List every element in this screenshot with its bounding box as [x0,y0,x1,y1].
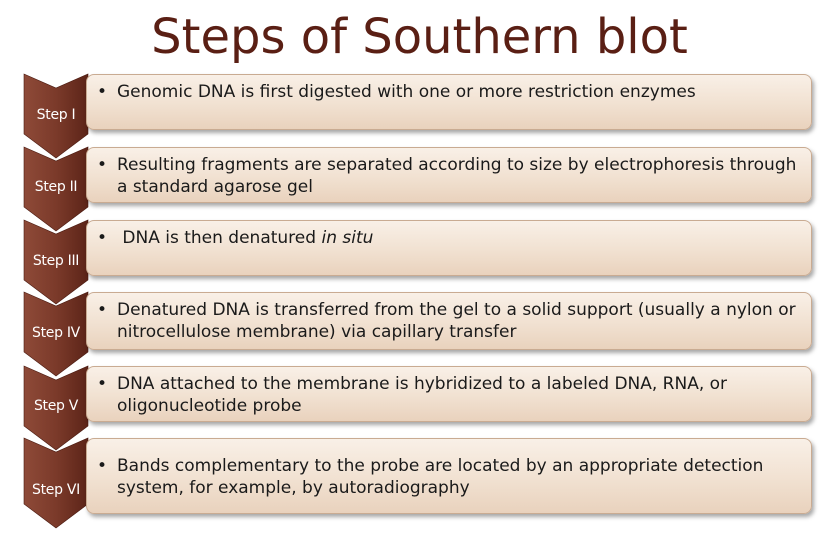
step-text: Bands complementary to the probe are located by an appropriate detection system, for example, by autoradiography [117,456,764,498]
list-item [97,445,801,499]
bullet-icon: • [97,456,108,476]
step-box-4 [86,292,812,350]
bullet-icon: • [97,374,108,394]
step-text: Denatured DNA is transferred from the gel to a solid support (usually a nylon or nitrocellulose membrane) via capillary transfer [117,300,796,342]
step-box-3 [86,220,812,276]
step-label: Step II [34,179,78,195]
bullet-icon: • [97,228,108,248]
step-chevron-4 [24,292,88,376]
bullet-icon: • [97,300,108,320]
step-label: Step V [33,398,79,414]
list-item [97,154,801,198]
step-chevron-6 [24,438,88,528]
step-text-italic: in situ [321,228,374,248]
step-box-5 [86,366,812,422]
step-text-main: DNA is then denatured [117,228,322,248]
step-label: Step I [36,107,76,123]
step-box-1 [86,74,812,130]
page-title: Steps of Southern blot [151,9,688,65]
step-box-6 [86,438,812,514]
step-text: Genomic DNA is first digested with one or more restriction enzymes [117,82,696,102]
step-text: Resulting fragments are separated according to size by electrophoresis through a standard agarose gel [117,155,797,197]
step-label: Step III [32,253,80,269]
list-item [97,299,801,343]
bullet-icon: • [97,82,108,102]
step-label: Step IV [32,325,80,341]
step-box-2 [86,147,812,203]
step-chevron-2 [24,147,88,231]
list-item [97,373,801,417]
step-text: DNA attached to the membrane is hybridized to a labeled DNA, RNA, or oligonucleotide probe [117,374,728,416]
step-chevron-1 [24,74,88,158]
bullet-icon: • [97,155,108,175]
list-item [97,227,801,249]
step-text [117,227,801,249]
list-item [97,81,801,103]
step-label: Step VI [32,482,80,498]
